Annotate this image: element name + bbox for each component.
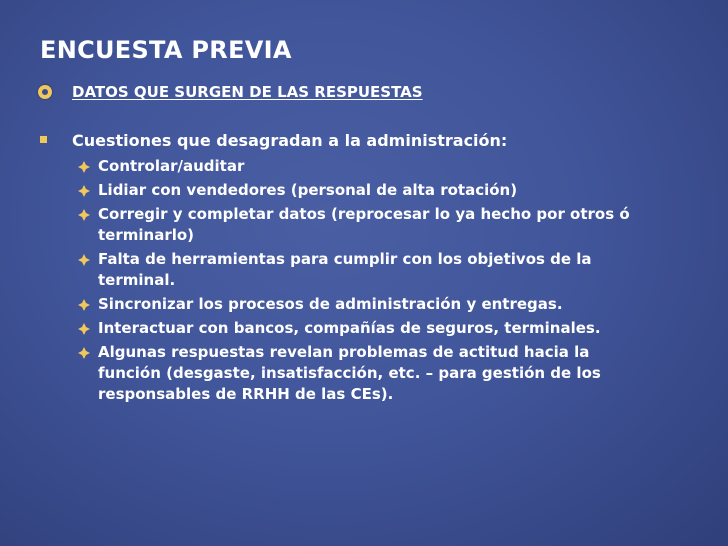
list-item [78, 204, 638, 246]
slide-title: ENCUESTA PREVIA [40, 36, 292, 64]
list-item [78, 342, 638, 405]
subheading-row [38, 83, 423, 101]
bullet-row [38, 131, 507, 150]
list-item [78, 249, 638, 291]
list-item-text: Falta de herramientas para cumplir con los objetivos de la terminal. [98, 250, 592, 289]
list-item-text: Interactuar con bancos, compañías de seguros, terminales. [98, 319, 601, 337]
list-item [78, 156, 638, 177]
list-item-text: Corregir y completar datos (reprocesar lo ya hecho por otros ó terminarlo) [98, 205, 630, 244]
diamond-bullet-icon [78, 347, 90, 359]
list-item-text: Controlar/auditar [98, 157, 245, 175]
list-item-text: Sincronizar los procesos de administración y entregas. [98, 295, 563, 313]
item-list [78, 156, 638, 408]
square-bullet-icon [40, 136, 47, 143]
diamond-bullet-icon [78, 254, 90, 266]
list-item [78, 180, 638, 201]
bullet-text: Cuestiones que desagradan a la administración: [72, 131, 508, 150]
ring-bullet-icon [38, 85, 52, 99]
diamond-bullet-icon [78, 185, 90, 197]
list-item-text: Lidiar con vendedores (personal de alta rotación) [98, 181, 518, 199]
diamond-bullet-icon [78, 161, 90, 173]
diamond-bullet-icon [78, 209, 90, 221]
diamond-bullet-icon [78, 323, 90, 335]
list-item [78, 318, 638, 339]
list-item [78, 294, 638, 315]
list-item-text: Algunas respuestas revelan problemas de actitud hacia la función (desgaste, insatisfacción, etc. – para gestión de los responsables de RRHH de las CEs). [98, 343, 601, 403]
diamond-bullet-icon [78, 299, 90, 311]
subheading-text: DATOS QUE SURGEN DE LAS RESPUESTAS [72, 83, 423, 101]
